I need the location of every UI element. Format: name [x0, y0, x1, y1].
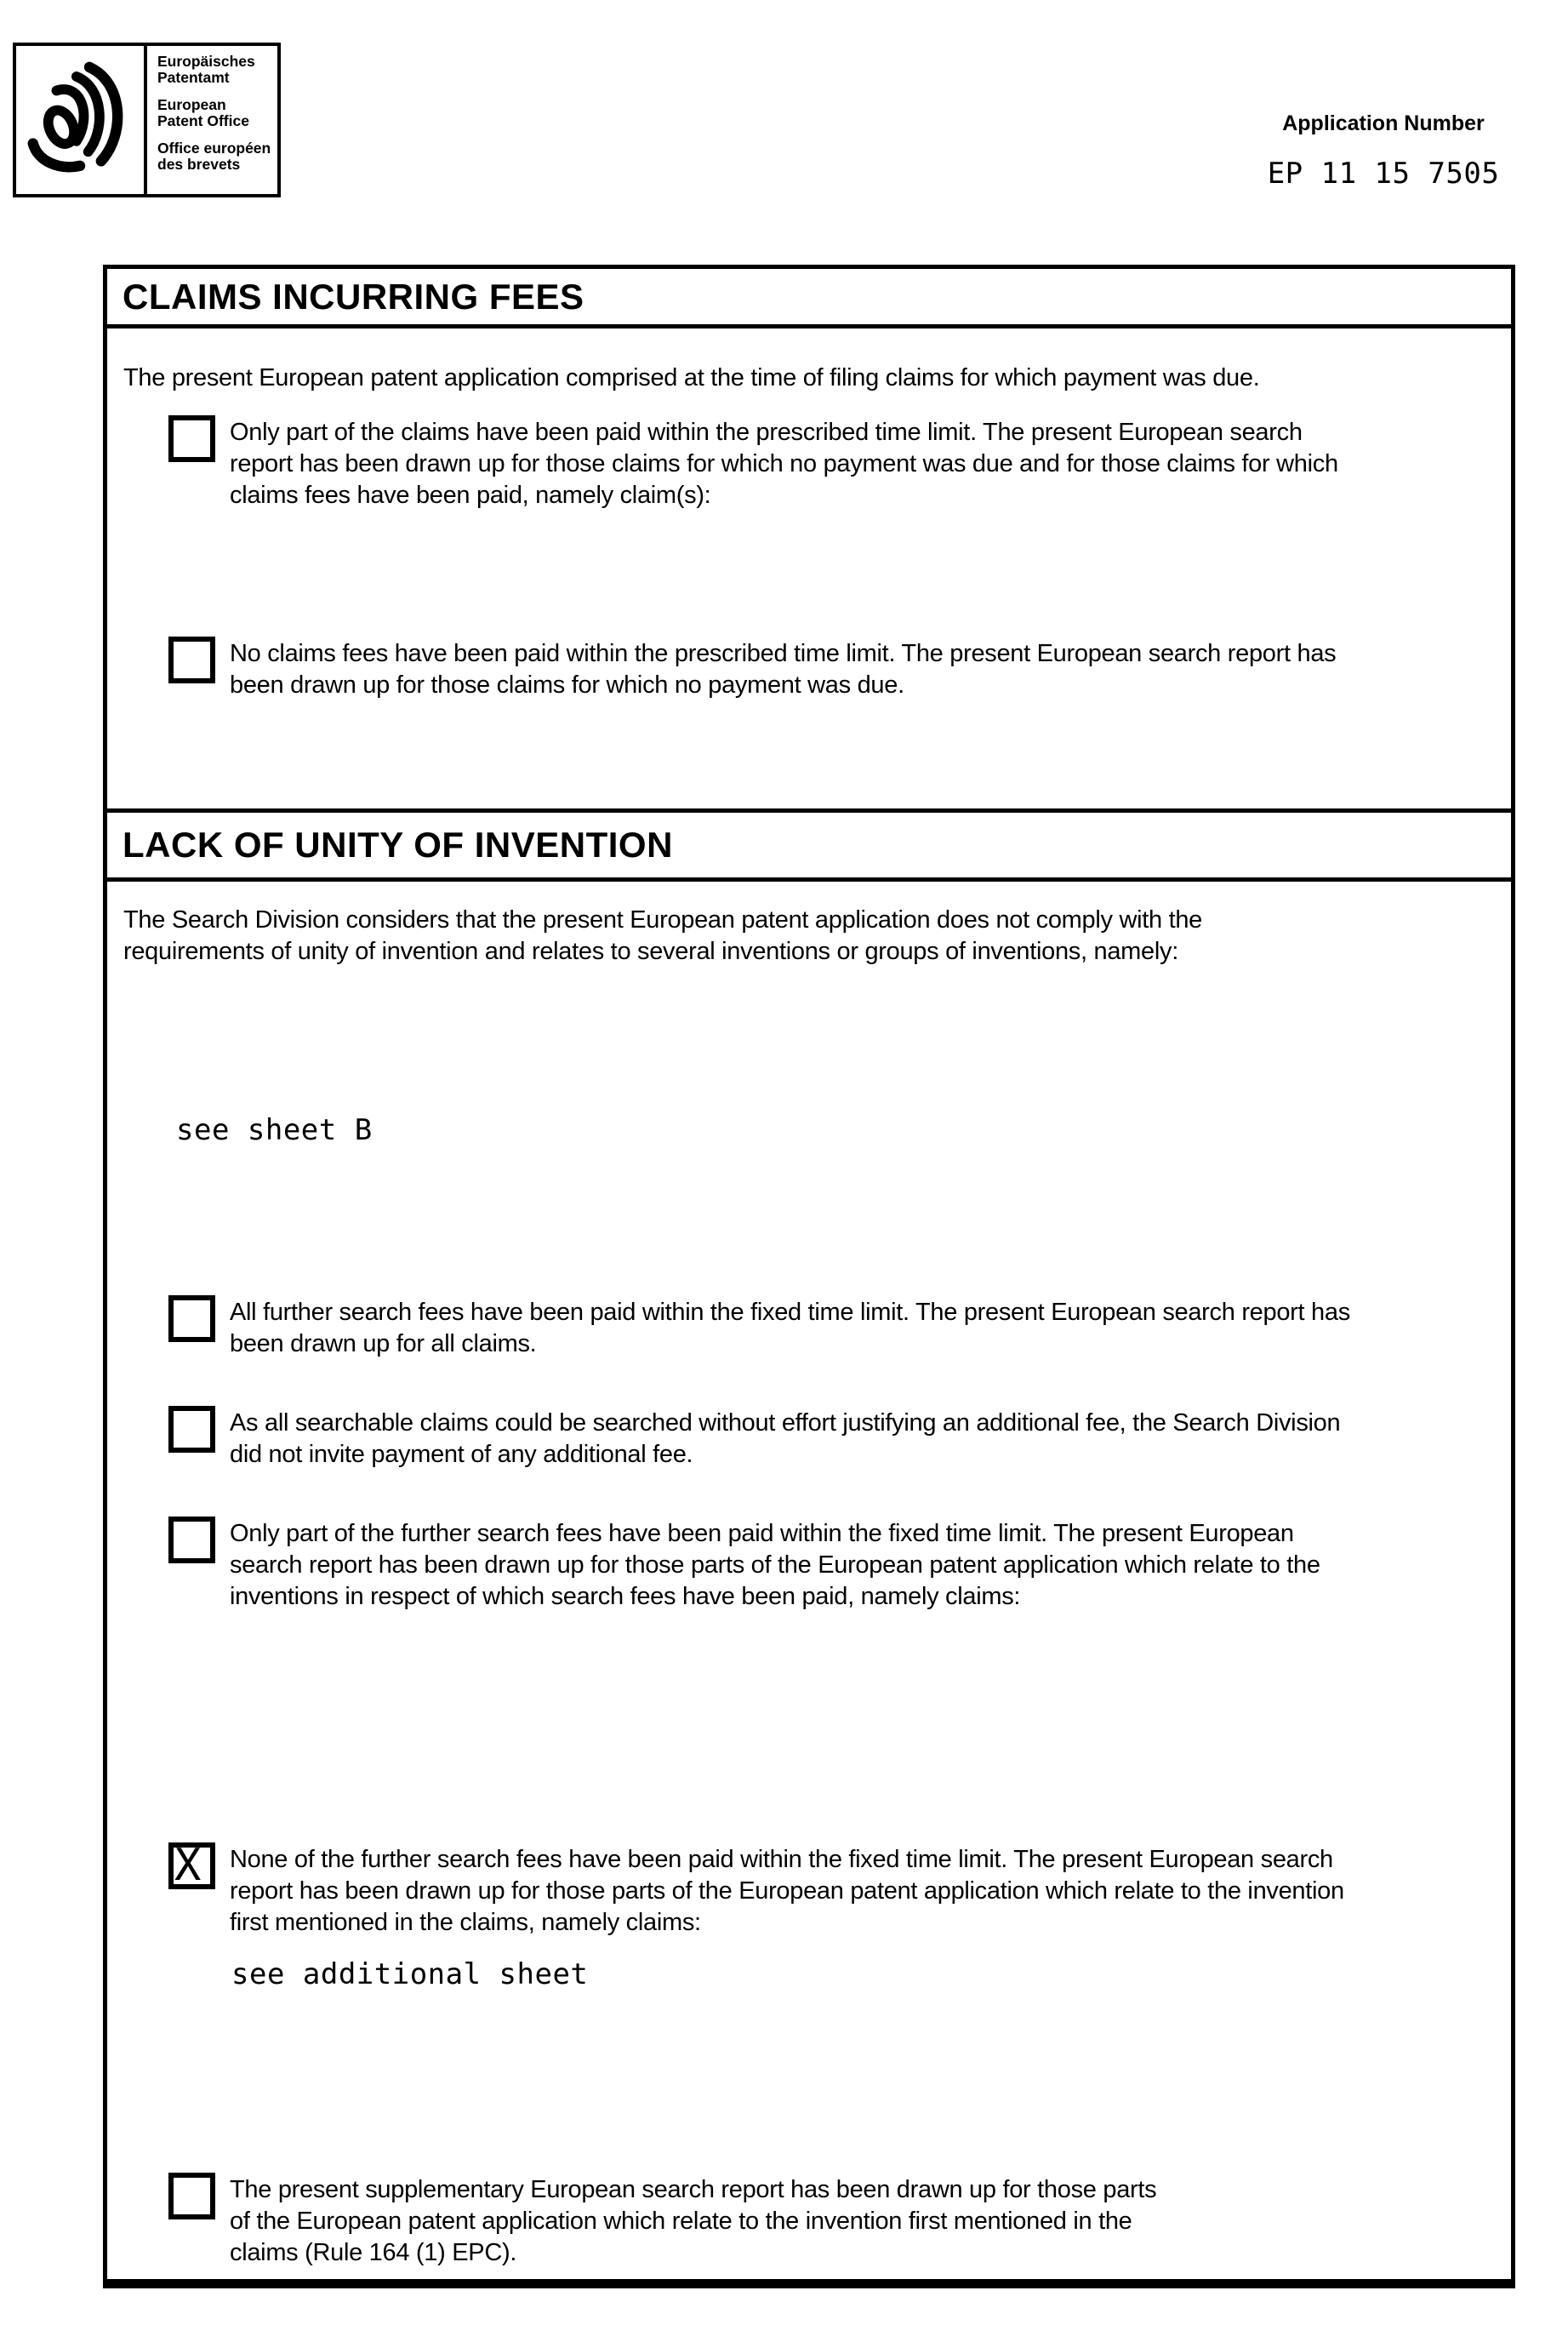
section-title-lack-of-unity — [107, 808, 1511, 882]
org-line: Office européen — [157, 140, 271, 157]
checkbox-x-mark: X — [174, 1840, 202, 1891]
label-no-claims-fees-paid — [230, 638, 1336, 701]
text-line: inventions in respect of which search fees have been paid, namely claims: — [230, 1583, 1021, 1610]
section-title-text: LACK OF UNITY OF INVENTION — [123, 825, 673, 865]
label-no-additional-fee-invited — [230, 1408, 1340, 1471]
label-supplementary-search-report — [230, 2174, 1156, 2269]
text-line: been drawn up for all claims. — [230, 1330, 537, 1357]
text-line: report has been drawn up for those parts of the European patent application which relate to the invention — [230, 1877, 1344, 1905]
text-line: report has been drawn up for those claims for which no payment was due and for those claims for which — [230, 450, 1338, 477]
unity-intro-paragraph — [123, 905, 1202, 968]
checkbox-no-additional-fee-invited[interactable] — [168, 1406, 215, 1453]
text-line: search report has been drawn up for those parts of the European patent application which relate to the — [230, 1551, 1320, 1579]
checkbox-only-part-claims-paid[interactable] — [168, 415, 215, 462]
org-line: Patent Office — [157, 112, 249, 129]
checkbox-no-claims-fees-paid[interactable] — [168, 637, 215, 683]
epo-logo-box — [13, 43, 281, 197]
org-line: Patentamt — [157, 69, 230, 86]
checkbox-all-further-search-fees-paid[interactable] — [168, 1295, 215, 1342]
text-line: first mentioned in the claims, namely claims: — [230, 1909, 701, 1936]
org-name-german — [157, 54, 277, 86]
text-line: Only part of the further search fees have been paid within the fixed time limit. The present European — [230, 1520, 1294, 1547]
epo-spiral-logo-icon — [21, 56, 139, 184]
checkbox-supplementary-search-report[interactable] — [168, 2173, 215, 2219]
text-line: did not invite payment of any additional fee. — [230, 1441, 693, 1468]
text-line: The Search Division considers that the present European patent application does not comply with the — [123, 906, 1203, 934]
section-title-claims-incurring-fees — [107, 269, 1511, 328]
text-line: claims fees have been paid, namely claim(s): — [230, 482, 711, 509]
org-line: Europäisches — [157, 53, 255, 70]
text-line: Only part of the claims have been paid within the prescribed time limit. The present European search — [230, 419, 1303, 446]
org-line: des brevets — [157, 156, 241, 173]
checkbox-part-further-search-fees-paid[interactable] — [168, 1517, 215, 1563]
epo-logo-cell — [16, 46, 147, 194]
text-line: All further search fees have been paid within the fixed time limit. The present European search report has — [230, 1299, 1350, 1326]
label-all-further-search-fees-paid — [230, 1297, 1350, 1360]
text-line: been drawn up for those claims for which no payment was due. — [230, 671, 904, 699]
typed-note-see-sheet-b: see sheet B — [176, 1113, 373, 1147]
text-line: None of the further search fees have been paid within the fixed time limit. The present European search — [230, 1846, 1333, 1873]
text-line: The present European patent application comprised at the time of filing claims for which payment was due. — [123, 364, 1260, 391]
application-number-label: Application Number — [1282, 111, 1485, 135]
epo-office-names — [147, 46, 277, 194]
claims-fees-form-box — [103, 265, 1515, 2288]
text-line: claims (Rule 164 (1) EPC). — [230, 2239, 517, 2266]
checkbox-none-further-search-fees-paid[interactable] — [168, 1842, 215, 1889]
text-line: No claims fees have been paid within the prescribed time limit. The present European search report has — [230, 640, 1337, 667]
org-name-french — [157, 140, 277, 173]
text-line: As all searchable claims could be searched without effort justifying an additional fee, the Search Division — [230, 1409, 1341, 1437]
typed-note-see-additional-sheet: see additional sheet — [231, 1957, 589, 1991]
application-number-block — [1259, 111, 1508, 189]
org-name-english — [157, 97, 277, 129]
text-line: requirements of unity of invention and relates to several inventions or groups of inventions, namely: — [123, 938, 1178, 965]
text-line: of the European patent application which relate to the invention first mentioned in the — [230, 2208, 1132, 2235]
application-number-value: EP 11 15 7505 — [1267, 157, 1500, 191]
text-line: The present supplementary European search report has been drawn up for those parts — [230, 2176, 1157, 2203]
label-part-further-search-fees-paid — [230, 1518, 1320, 1613]
label-only-part-claims-paid — [230, 417, 1338, 511]
org-line: European — [157, 96, 226, 113]
section-title-text: CLAIMS INCURRING FEES — [123, 276, 584, 317]
claims-intro-paragraph — [123, 363, 1259, 394]
label-none-further-search-fees-paid — [230, 1844, 1344, 1939]
